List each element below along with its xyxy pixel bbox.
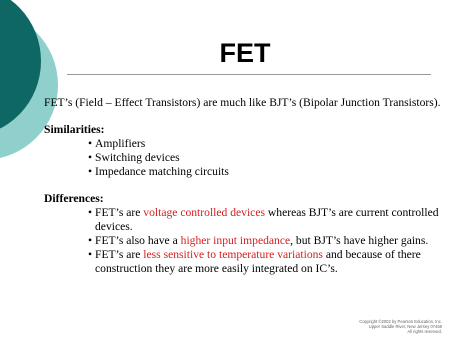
bullet-icon: • — [88, 206, 93, 219]
bullet-icon: • — [88, 137, 93, 150]
differences-list — [44, 206, 444, 276]
difference-text-pre: FET’s are — [95, 206, 144, 219]
difference-highlight: higher input impedance — [180, 234, 291, 247]
difference-text-pre: FET’s are — [95, 248, 144, 261]
copyright-line: Copyright ©2002 by Pearson Education, Inc. — [359, 319, 442, 324]
slide-body — [44, 96, 444, 276]
difference-text-post: and because of there construction they are more easily integrated on IC’s. — [95, 248, 421, 275]
title-divider — [67, 74, 431, 75]
copyright-line: Upper Saddle River, New Jersey 07458 — [368, 324, 442, 329]
difference-highlight: voltage controlled devices — [143, 206, 265, 219]
difference-highlight: less sensitive to temperature variations — [143, 248, 323, 261]
bullet-icon: • — [88, 165, 93, 178]
bullet-icon: • — [88, 248, 93, 261]
bullet-icon: • — [88, 151, 93, 164]
list-item: • Amplifiers — [88, 137, 146, 150]
intro-text: FET’s (Field – Effect Transistors) are much like BJT’s (Bipolar Junction Transistors). — [44, 96, 441, 109]
list-item — [44, 248, 444, 276]
list-item — [44, 206, 444, 234]
difference-text-post: , but BJT’s have higher gains. — [290, 234, 429, 247]
list-item — [44, 234, 444, 248]
slide-title: FET — [219, 38, 271, 68]
bullet-icon: • — [88, 234, 93, 247]
list-item: • Impedance matching circuits — [88, 165, 229, 178]
differences-heading: Differences: — [44, 192, 104, 205]
copyright-notice — [359, 319, 442, 334]
similarities-list — [44, 137, 444, 179]
difference-text-pre: FET’s also have a — [95, 234, 181, 247]
similarities-heading: Similarities: — [44, 123, 105, 136]
copyright-line: All rights reserved. — [407, 329, 442, 334]
difference-text-post: whereas BJT’s are current controlled devices. — [95, 206, 439, 233]
list-item: • Switching devices — [88, 151, 180, 164]
